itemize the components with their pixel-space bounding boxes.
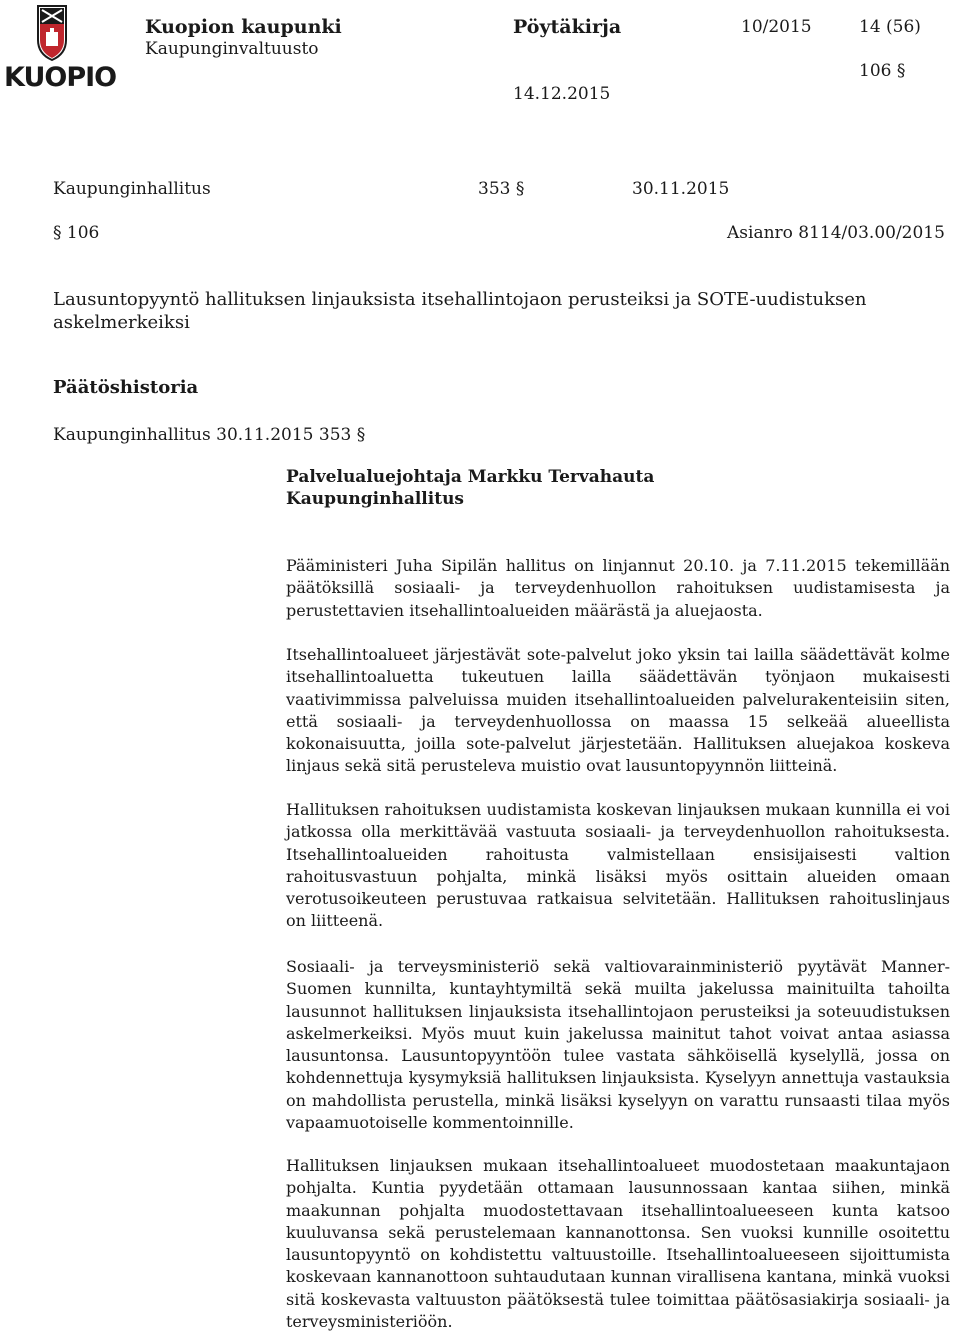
paragraph: Hallituksen linjauksen mukaan itsehallintoalueet muodostetaan maakuntajaon pohjalta. Kuntia pyydetään ottamaan lausunnossaan kantaa siihen, minkä maakunnan pohjalta muodostettavaan itsehallintoalueeseen kunta katsoo kuuluvansa sekä perustelemaan kannanottonsa. Sen vuoksi kunnille osoitettu lausuntopyyntö on kohdistettu valtuustoille. Itsehallintoalueeseen sijoittumista koskevaan kannanottoon suhtaudutaan kunnan virallisena kantana, minkä vuoksi sitä koskevasta valtuuston päätöksestä tulee toimittaa päätösasiakirja sosiaali- ja terveysministeriöön. bbox=[286, 1156, 950, 1332]
presenter: Palvelualuejohtaja Markku Tervahauta bbox=[286, 467, 655, 487]
coat-of-arms-icon bbox=[4, 4, 100, 62]
paragraph: Itsehallintoalueet järjestävät sote-palvelut joko yksin tai lailla säädettävät kolme itsehallintoaluetta tukeutuen lailla säädettävän työnjaon mukaisesti vaativimmissa palveluissa muiden itsehallintoalueiden palvelurakenteisiin siten, että sosiaali- ja terveydenhuollossa on maassa 15 selkeää alueellista kokonaisuutta, joilla sote-palvelut järjestetään. Hallituksen aluejakoa koskeva linjaus sekä sitä perusteleva muistio ovat lausuntopyynnön liitteinä. bbox=[286, 645, 950, 776]
history-entry: Kaupunginhallitus 30.11.2015 353 § bbox=[53, 425, 366, 445]
document-number: 10/2015 bbox=[741, 17, 812, 37]
previous-body: Kaupunginhallitus bbox=[53, 179, 211, 199]
case-title-line-2: askelmerkeiksi bbox=[53, 312, 190, 333]
previous-date: 30.11.2015 bbox=[632, 179, 730, 199]
decision-history-heading: Päätöshistoria bbox=[53, 377, 199, 398]
page-number: 14 (56) bbox=[859, 17, 921, 37]
paragraph: Hallituksen rahoituksen uudistamista koskevan linjauksen mukaan kunnilla ei voi jatkossa olla merkittävää vastuuta sosiaali- ja terveydenhuollon rahoituksesta. Itsehallintoalueiden rahoitusta valmistellaan ensisijaisesti valtion rahoitusvastuun pohjalta, minkä lisäksi myös osittain alueiden omaan verotusoikeuteen perustuvaa ratkaisua selvitetään. Hallituksen rahoituslinjaus on liitteenä. bbox=[286, 800, 950, 931]
case-title-line-1: Lausuntopyyntö hallituksen linjauksista itsehallintojaon perusteiksi ja SOTE-uudistuksen bbox=[53, 289, 867, 310]
council-name: Kaupunginvaltuusto bbox=[145, 39, 319, 59]
section-number: § 106 bbox=[53, 223, 100, 243]
document-type: Pöytäkirja bbox=[513, 16, 622, 38]
board-name: Kaupunginhallitus bbox=[286, 489, 464, 509]
case-number: Asianro 8114/03.00/2015 bbox=[727, 223, 945, 243]
paragraph: Sosiaali- ja terveysministeriö sekä valtiovarainministeriö pyytävät Manner-Suomen kunnilta, kuntayhtymiltä sekä muilta jakelussa mainituilta tahoilta lausunnot hallituksen linjauksista itsehallintojaon perusteiksi ja soteuudistuksen askelmerkeiksi. Myös muut kuin jakelussa mainitut tahot voivat antaa asiassa lausuntonsa. Lausuntopyyntöön tulee vastata sähköisellä kyselyllä, jossa on kohdennettuja kysymyksiä hallituksen linjauksista. Kyselyyn annettuja vastauksia on mahdollista perustella, minkä lisäksi kyselyyn on varattu runsaasti tilaa myös vapaamuotoiselle kommentoinnille. bbox=[286, 957, 950, 1133]
header-section: 106 § bbox=[859, 61, 906, 81]
paragraph: Pääministeri Juha Sipilän hallitus on linjannut 20.10. ja 7.11.2015 tekemillään päätöksillä sosiaali- ja terveydenhuollon rahoituksen uudistamisesta ja perustettavien itsehallintoalueiden määrästä ja aluejaosta. bbox=[286, 556, 950, 620]
organization-name: Kuopion kaupunki bbox=[145, 16, 342, 38]
meeting-date: 14.12.2015 bbox=[513, 84, 611, 104]
previous-section: 353 § bbox=[478, 179, 525, 199]
kuopio-logo bbox=[4, 4, 117, 96]
logo-wordmark: KUOPIO bbox=[4, 62, 117, 93]
